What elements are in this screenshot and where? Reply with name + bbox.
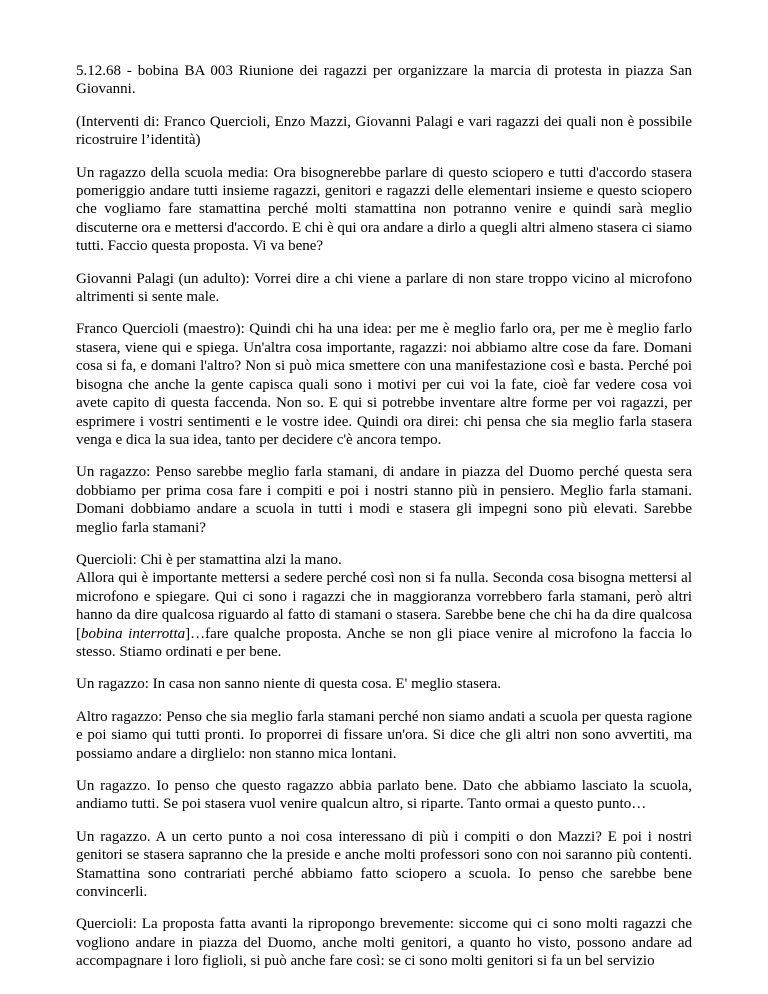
text-segment: ]…fare qualche proposta. Anche se non gli piace venire al microfono la faccia lo stesso. Stiamo ordinati e per bene. bbox=[76, 625, 692, 660]
transcript-paragraph: Un ragazzo. A un certo punto a noi cosa interessano di più i compiti o don Mazzi? E poi i nostri genitori se stasera sapranno che la preside e anche molti professori sono con noi saranno più contenti. Stamattina sono contrariati perché abbiamo fatto sciopero a scuola. Io penso che sarebbe bene convincerli. bbox=[76, 828, 692, 901]
transcript-paragraph: Quercioli: Chi è per stamattina alzi la mano. bbox=[76, 551, 342, 568]
transcript-paragraph: Altro ragazzo: Penso che sia meglio farla stamani perché non siamo andati a scuola per questa ragione e poi siamo qui tutti pronti. Io proporrei di fissare un'ora. Si dice che gli altri non sono avvertiti, ma possiamo andare a dirglielo: non stanno mica lontani. bbox=[76, 708, 692, 762]
speakers-paragraph: (Interventi di: Franco Quercioli, Enzo Mazzi, Giovanni Palagi e vari ragazzi dei quali non è possibile ricostruire l’identità) bbox=[76, 113, 692, 149]
transcript-paragraph: Franco Quercioli (maestro): Quindi chi ha una idea: per me è meglio farlo ora, per me è meglio farlo stasera, viene qui e spiega. Un'altra cosa importante, ragazzi: noi abbiamo altre cose da fare. Domani cosa si fa, e domani l'altro? Non si può mica smettere con una manifestazione così e basta. Perché poi bisogna che anche la gente capisca quali sono i motivi per cui voi la fate, cioè far vedere cosa voi avete capito di questa faccenda. Non so. E qui si potrebbe inventare altre forme per voi ragazzi, per esprimere i vostri sentimenti e le vostre idee. Quindi ora direi: chi pensa che sia meglio farla stasera venga e dica la sua idea, tanto per decidere c'è ancora tempo. bbox=[76, 321, 692, 448]
text-segment: Allora qui è importante mettersi a sedere perché così non si fa nulla. Seconda cosa bisogna mettersi al microfono e spiegare. Qui ci sono i ragazzi che in maggioranza vorrebbero farla stamani, però altri hanno da dire qualcosa riguardo al fatto di stamani o stasera. Sarebbe bene che chi ha da dire qualcosa [ bbox=[76, 570, 692, 642]
transcript-paragraph: Un ragazzo della scuola media: Ora bisognerebbe parlare di questo sciopero e tutti d'accordo stasera pomeriggio andare tutti insieme ragazzi, genitori e ragazzi delle elementari insieme e questo sciopero che vogliamo fare stamattina perché molti stamattina non potranno venire e quindi sarà meglio discuterne ora e mettersi d'accordo. E chi è qui ora andare a dirlo a quegli altri almeno stasera ci siamo tutti. Faccio questa proposta. Vi va bene? bbox=[76, 164, 692, 255]
header-paragraph: 5.12.68 - bobina BA 003 Riunione dei ragazzi per organizzare la marcia di protesta in piazza San Giovanni. bbox=[76, 63, 692, 98]
transcript-paragraph: Un ragazzo. Io penso che questo ragazzo abbia parlato bene. Dato che abbiamo lasciato la scuola, andiamo tutti. Se poi stasera vuol venire qualcun altro, si riparte. Tanto ormai a questo punto… bbox=[76, 778, 692, 813]
transcript-paragraph: Un ragazzo: Penso sarebbe meglio farla stamani, di andare in piazza del Duomo perché questa sera dobbiamo per prima cosa fare i compiti e poi i nostri stanno più in pensiero. Meglio farla stamani. Domani dobbiamo andare a scuola in tutti i modi e stasera gli impegni sono più elevati. Sarebbe meglio farla stamani? bbox=[76, 464, 692, 536]
document-page bbox=[76, 62, 692, 985]
transcript-paragraph: Giovanni Palagi (un adulto): Vorrei dire a chi viene a parlare di non stare troppo vicino al microfono altrimenti si sente male. bbox=[76, 270, 692, 306]
transcript-paragraph: Un ragazzo: In casa non sanno niente di questa cosa. E' meglio stasera. bbox=[76, 676, 502, 693]
transcript-paragraph: Quercioli: La proposta fatta avanti la ripropongo brevemente: siccome qui ci sono molti ragazzi che vogliono andare in piazza del Duomo, anche molti genitori, a quanto ho visto, possono andare ad accompagnare i loro figlioli, si può anche fare così: se ci sono molti genitori si fa un bel servizio bbox=[76, 916, 692, 970]
transcript-paragraph-continued bbox=[76, 569, 692, 661]
italic-note: bobina interrotta bbox=[81, 625, 186, 642]
